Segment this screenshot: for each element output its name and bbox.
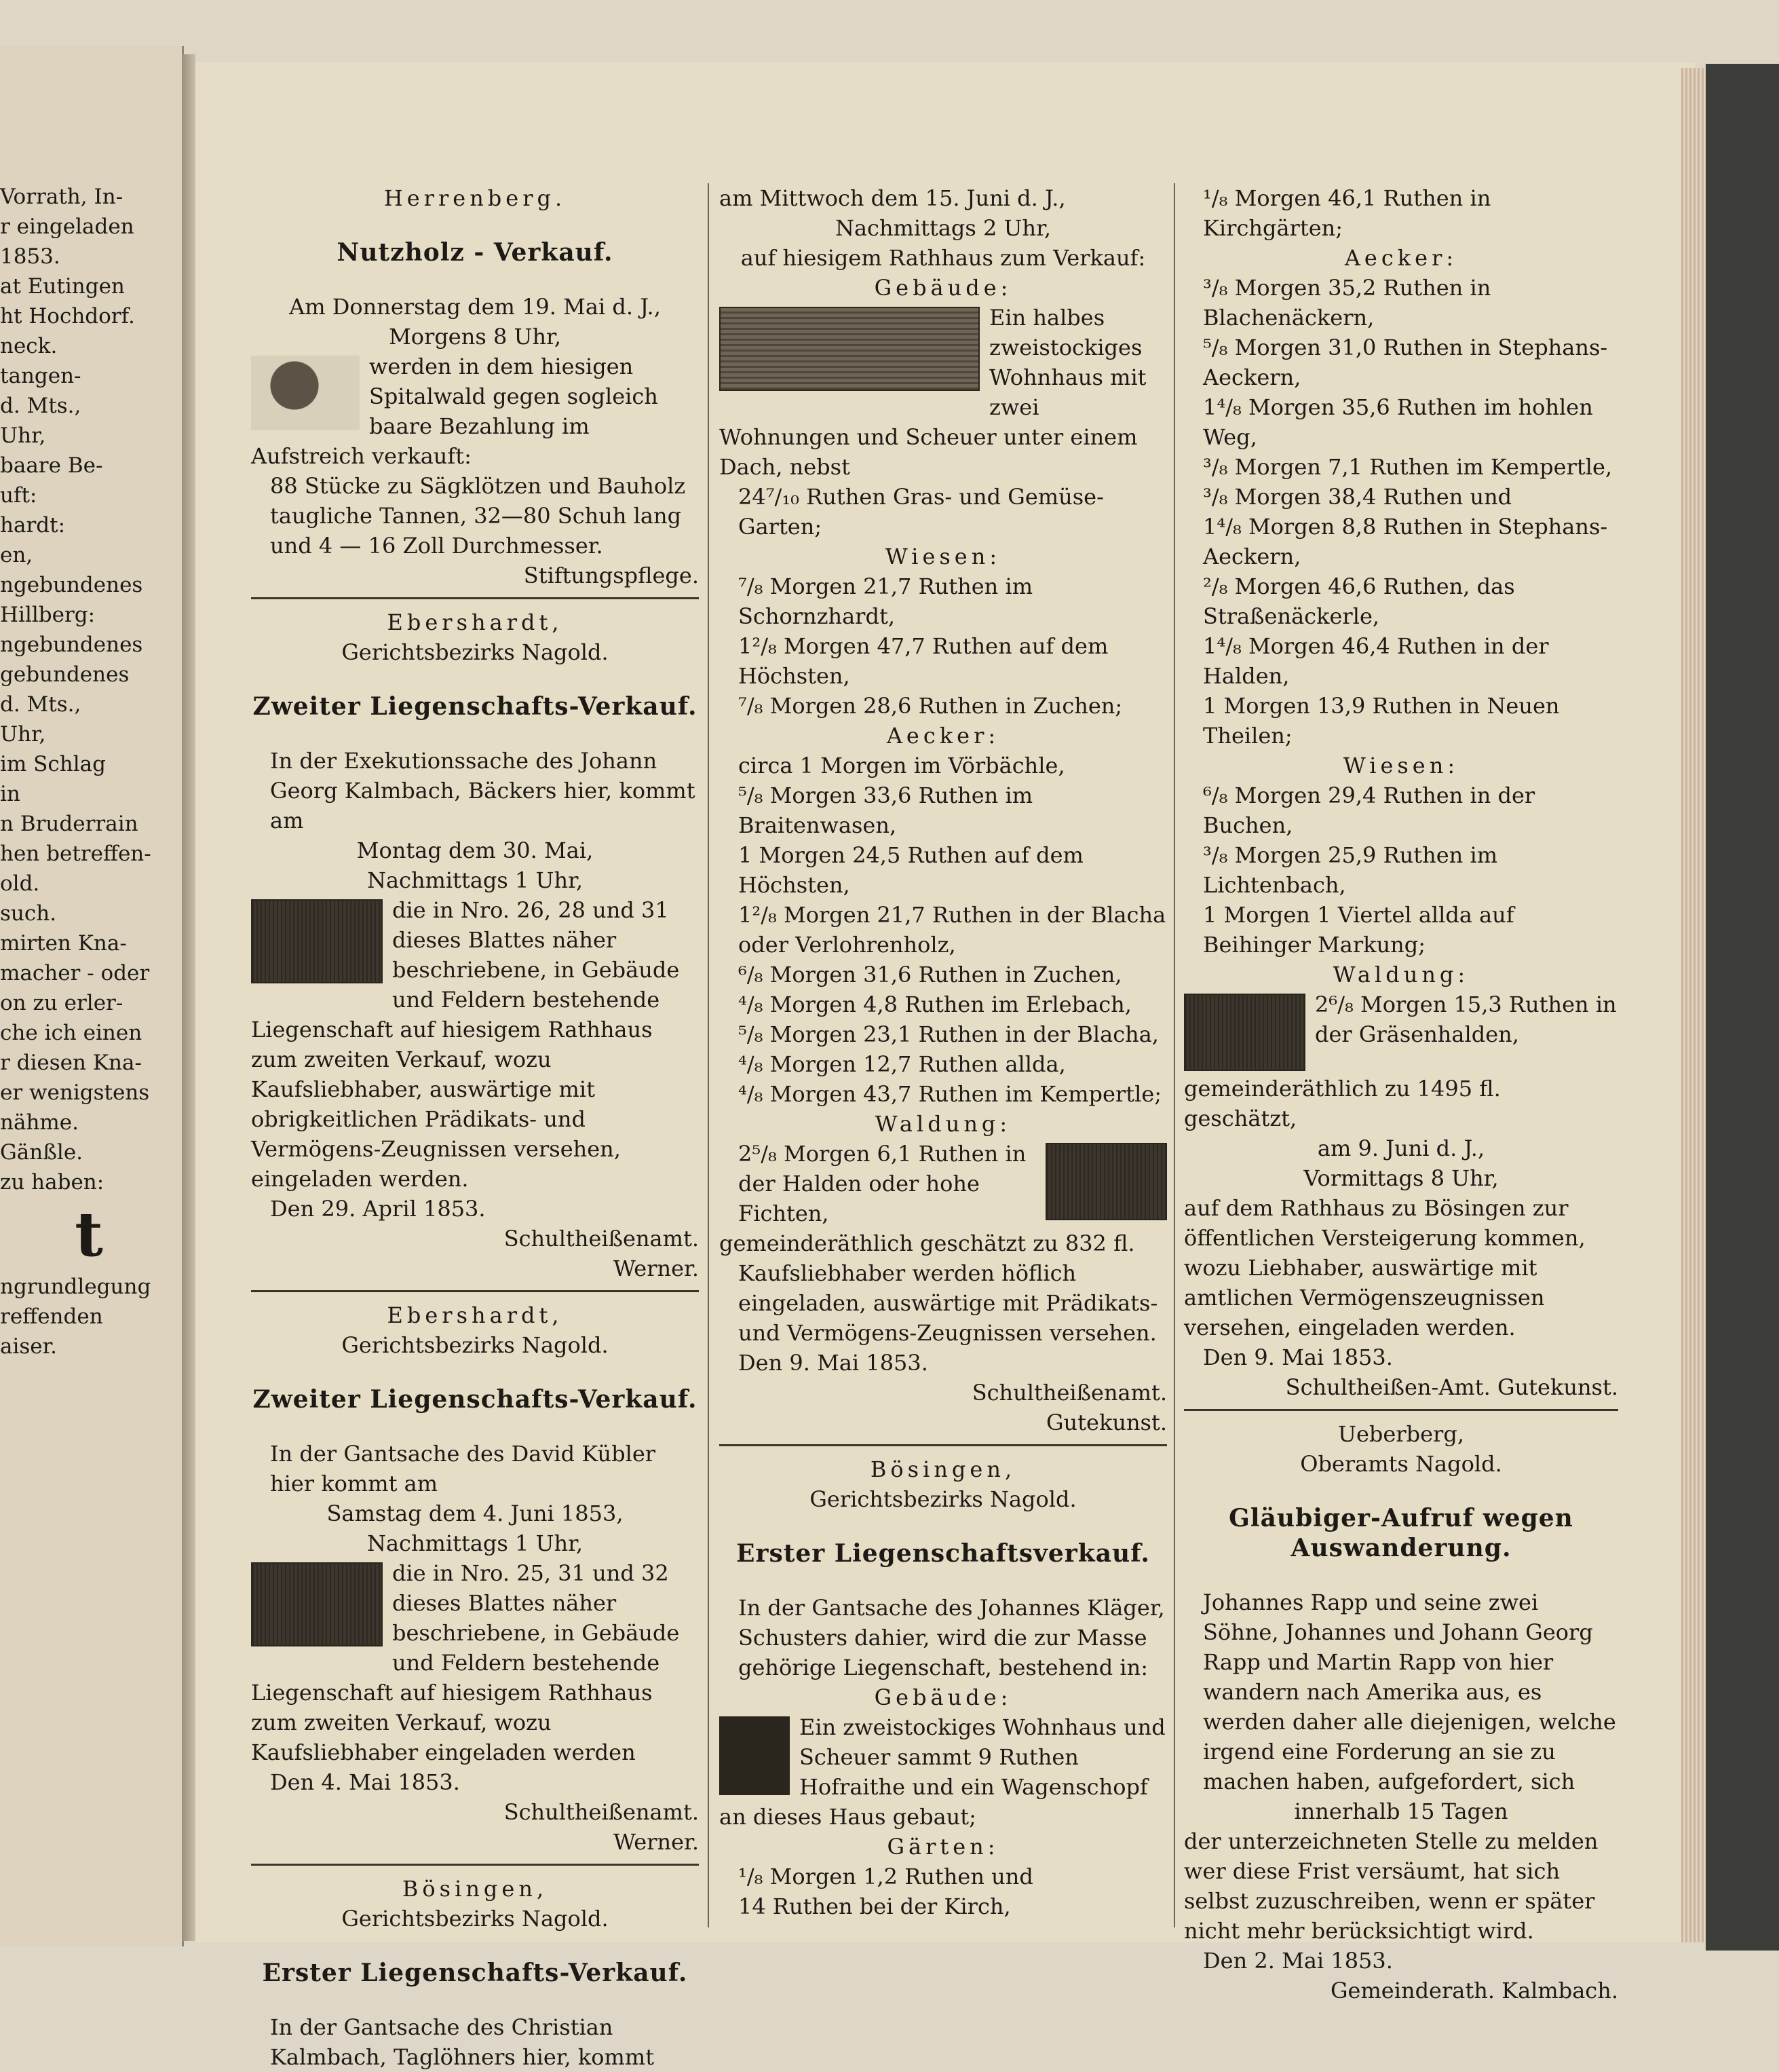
ad-office: Schultheißenamt. — [503, 1226, 699, 1251]
left-page-line: neck. — [0, 334, 58, 358]
section-heading: Waldung: — [875, 1111, 1012, 1137]
column-rule — [1174, 183, 1175, 1927]
decorative-initial-illustration — [719, 1716, 790, 1795]
left-page-line: aiser. — [0, 1334, 57, 1359]
ad-date: am 9. Juni d. J., — [1317, 1135, 1485, 1161]
left-page-line: r eingeladen — [0, 214, 134, 239]
left-page-line: r diesen Kna- — [0, 1051, 142, 1075]
ad-item: circa 1 Morgen im Vörbächle, — [738, 753, 1065, 778]
farmhouse-illustration — [719, 307, 980, 391]
section-heading: Aecker: — [1344, 245, 1458, 271]
ad-signature: Werner. — [613, 1829, 699, 1855]
ad-title: Nutzholz - Verkauf. — [337, 238, 613, 267]
left-page-line: d. Mts., — [0, 394, 81, 418]
ad-time: Nachmittags 1 Uhr, — [366, 1530, 584, 1556]
section-heading: Aecker: — [886, 723, 1000, 749]
left-page-line: uft: — [0, 483, 37, 508]
ad-date: Am Donnerstag dem 19. Mai d. J., — [289, 294, 661, 320]
ad-signature: Gemeinderath. Kalmbach. — [1330, 1978, 1618, 2003]
left-page-line: old. — [0, 871, 40, 896]
ad-signature: Stiftungspflege. — [523, 563, 699, 588]
ad-date: am Mittwoch dem 15. Juni d. J., — [719, 185, 1066, 211]
ad-item: 1⁴/₈ Morgen 8,8 Ruthen in Stephans-Aeckern, — [1203, 514, 1608, 569]
ad-item: ⁶/₈ Morgen 29,4 Ruthen in der Buchen, — [1203, 783, 1535, 838]
divider — [251, 597, 699, 599]
ad-title: Erster Liegenschaftsverkauf. — [736, 1539, 1150, 1568]
section-heading: Gärten: — [887, 1834, 999, 1860]
ad-title: Erster Liegenschafts-Verkauf. — [262, 1959, 688, 1987]
section-heading: Gebäude: — [874, 1684, 1012, 1710]
binding-gutter — [182, 54, 195, 1941]
ad-intro: In der Gantsache des Johannes Kläger, Schusters dahier, wird die zur Masse gehörige Liegenschaft, bestehend in: — [738, 1595, 1165, 1680]
ad-office: Schultheißenamt. — [972, 1380, 1167, 1406]
ad-place: Ebershardt, — [387, 609, 563, 635]
left-page-line: im Schlag — [0, 752, 106, 776]
column-3 — [1184, 183, 1618, 2005]
ad-body: Kaufsliebhaber werden höflich eingeladen, auswärtige mit Prädikats- und Vermögens-Zeugnissen versehen. — [738, 1260, 1158, 1346]
left-page-line: ht Hochdorf. — [0, 304, 135, 328]
section-heading: Wiesen: — [1343, 753, 1459, 778]
left-page-line: Hillberg: — [0, 603, 96, 627]
column-1 — [251, 183, 699, 2072]
left-page-text — [0, 182, 178, 1361]
ad-body: Ein halbes zweistockiges Wohnhaus mit zwei Wohnungen und Scheuer unter einem Dach, nebst — [719, 305, 1147, 480]
left-page-line: t — [75, 1199, 103, 1270]
page-edges — [1681, 68, 1706, 1942]
forest-illustration — [1184, 994, 1305, 1071]
ad-date: Montag dem 30. Mai, — [356, 837, 594, 863]
ad-place: Ueberberg, — [1338, 1421, 1464, 1447]
ad-time: Nachmittags 1 Uhr, — [366, 867, 584, 893]
ad-item: ³/₈ Morgen 7,1 Ruthen im Kempertle, — [1203, 454, 1613, 480]
ad-item: ³/₈ Morgen 35,2 Ruthen in Blachenäckern, — [1203, 275, 1491, 331]
left-page-line: macher - oder — [0, 961, 150, 985]
ad-ueberberg — [1184, 1419, 1618, 2005]
ad-item: 1⁴/₈ Morgen 35,6 Ruthen im hohlen Weg, — [1203, 394, 1593, 450]
left-page-line: Vorrath, In- — [0, 185, 123, 209]
woodcutter-illustration — [251, 356, 360, 430]
left-page-line: d. Mts., — [0, 692, 81, 717]
section-heading: Waldung: — [1333, 962, 1470, 987]
ad-item: ⁷/₈ Morgen 28,6 Ruthen in Zuchen; — [738, 693, 1123, 719]
left-page-line: on zu erler- — [0, 991, 123, 1015]
left-page-line: mirten Kna- — [0, 931, 127, 956]
ad-district: Gerichtsbezirks Nagold. — [341, 1906, 609, 1932]
ad-item: ⁶/₈ Morgen 31,6 Ruthen in Zuchen, — [738, 962, 1122, 987]
ad-body: die in Nro. 26, 28 und 31 dieses Blattes näher beschriebene, in Gebäude und Feldern bestehende Liegenschaft auf hiesigem Rathhaus zum zweiten Verkauf, wozu Kaufsliebhaber, auswärtige mit obrigkeitlichen Prädikats- und Vermögens-Zeugnissen versehen, eingeladen werden. — [251, 897, 680, 1192]
ad-intro: In der Gantsache des Christian Kalmbach, Taglöhners hier, kommt — [270, 2014, 655, 2070]
left-page-line: er wenigstens — [0, 1080, 150, 1105]
left-page-line: reffenden — [0, 1304, 103, 1329]
ad-body: werden in dem hiesigen Spitalwald gegen sogleich baare Bezahlung im Aufstreich verkauft: — [251, 354, 658, 469]
left-page-fragment — [0, 46, 184, 1946]
left-page-line: Uhr, — [0, 423, 46, 448]
ad-boesingen-2-continued — [1184, 183, 1618, 1402]
ad-item: 1 Morgen 1 Viertel allda auf Beihinger Markung; — [1203, 902, 1514, 958]
house-illustration — [251, 1562, 383, 1646]
left-page-line: such. — [0, 901, 57, 926]
ad-item: ⁵/₈ Morgen 33,6 Ruthen im Braitenwasen, — [738, 783, 1033, 838]
ad-item: 24⁷/₁₀ Ruthen Gras- und Gemüse-Garten; — [738, 484, 1104, 540]
ad-body: Johannes Rapp und seine zwei Söhne, Johannes und Johann Georg Rapp und Martin Rapp von hier wandern nach Amerika aus, es werden daher alle diejenigen, welche irgend eine Forderung an sie zu machen haben, aufgefordert, sich — [1203, 1589, 1616, 1794]
left-page-line: n Bruderrain — [0, 812, 138, 836]
left-page-line: 1853. — [0, 244, 60, 269]
ad-body: die in Nro. 25, 31 und 32 dieses Blattes näher beschriebene, in Gebäude und Feldern bestehende Liegenschaft auf hiesigem Rathhaus zum zweiten Verkauf, wozu Kaufsliebhaber eingeladen werden — [251, 1560, 680, 1765]
ad-nutzholz — [251, 183, 699, 590]
ad-dated: Den 9. Mai 1853. — [738, 1350, 928, 1376]
left-page-line: hen betreffen- — [0, 842, 151, 866]
ad-body: Ein zweistockiges Wohnhaus und Scheuer sammt 9 Ruthen Hofraithe und ein Wagenschopf an dieses Haus gebaut; — [719, 1714, 1166, 1830]
ad-dated: Den 2. Mai 1853. — [1203, 1948, 1393, 1974]
ad-district: Gerichtsbezirks Nagold. — [341, 1332, 609, 1358]
house-illustration — [251, 899, 383, 983]
ad-time: Morgens 8 Uhr, — [388, 324, 561, 350]
ad-district: Oberamts Nagold. — [1300, 1451, 1502, 1477]
left-page-line: hardt: — [0, 513, 66, 538]
ad-district: Gerichtsbezirks Nagold. — [341, 639, 609, 665]
ad-ebershardt-2 — [251, 1300, 699, 1857]
ad-dated: Den 4. Mai 1853. — [270, 1769, 460, 1795]
section-heading: Gebäude: — [874, 275, 1012, 301]
ad-item: ⁵/₈ Morgen 23,1 Ruthen in der Blacha, — [738, 1021, 1159, 1047]
ad-item: ⁵/₈ Morgen 31,0 Ruthen in Stephans-Aeckern, — [1203, 335, 1608, 390]
left-page-line: che ich einen — [0, 1021, 142, 1045]
ad-item: 1 Morgen 13,9 Ruthen in Neuen Theilen; — [1203, 693, 1560, 749]
ad-item: ⁷/₈ Morgen 21,7 Ruthen im Schornzhardt, — [738, 573, 1033, 629]
ad-boesingen-2 — [719, 1454, 1167, 1921]
ad-boesingen-1-continued — [719, 183, 1167, 1437]
ad-office: Schultheißenamt. — [503, 1799, 699, 1825]
left-page-line: at Eutingen — [0, 274, 125, 299]
ad-body: auf dem Rathhaus zu Bösingen zur öffentlichen Versteigerung kommen, wozu Liebhaber, auswärtige mit amtlichen Vermögenszeugnissen versehen, eingeladen werden. — [1184, 1195, 1586, 1340]
ad-dated: Den 9. Mai 1853. — [1203, 1344, 1393, 1370]
ad-item: 1 Morgen 24,5 Ruthen auf dem Höchsten, — [738, 842, 1084, 898]
ad-time: Vormittags 8 Uhr, — [1303, 1165, 1499, 1191]
ad-place: Herrenberg. — [383, 185, 567, 211]
left-page-line: ngrundlegung — [0, 1275, 151, 1299]
ad-place: Bösingen, — [402, 1876, 548, 1902]
forest-illustration — [1046, 1143, 1167, 1220]
ad-title: Zweiter Liegenschafts-Verkauf. — [252, 1385, 697, 1414]
ad-boesingen-1 — [251, 1874, 699, 2072]
left-page-line: zu haben: — [0, 1170, 104, 1194]
ad-signature: Gutekunst. — [1046, 1410, 1167, 1435]
book-cover — [1706, 64, 1779, 1951]
ad-intro: In der Gantsache des David Kübler hier kommt am — [270, 1441, 656, 1496]
column-rule — [708, 183, 709, 1927]
ad-place: Ebershardt, — [387, 1302, 563, 1328]
ad-dated: Den 29. April 1853. — [270, 1196, 486, 1222]
left-page-line: ngebundenes — [0, 573, 143, 597]
ad-item: 2⁵/₈ Morgen 6,1 Ruthen in der Halden oder hohe Fichten, — [738, 1141, 1027, 1226]
column-2 — [719, 183, 1167, 1921]
ad-item: ³/₈ Morgen 38,4 Ruthen und — [1203, 484, 1512, 510]
section-heading: Wiesen: — [885, 544, 1001, 569]
divider — [251, 1864, 699, 1866]
ad-signature: Schultheißen-Amt. Gutekunst. — [1285, 1374, 1618, 1400]
ad-time: Nachmittags 2 Uhr, — [835, 215, 1052, 241]
ad-item: 14 Ruthen bei der Kirch, — [738, 1894, 1011, 1919]
left-page-line: Gänßle. — [0, 1140, 83, 1165]
ad-item: ¹/₈ Morgen 46,1 Ruthen in Kirchgärten; — [1203, 185, 1491, 241]
left-page-line: gebundenes — [0, 662, 130, 687]
ad-item: ¹/₈ Morgen 1,2 Ruthen und — [738, 1864, 1033, 1889]
ad-item: ³/₈ Morgen 25,9 Ruthen im Lichtenbach, — [1203, 842, 1498, 898]
divider — [251, 1290, 699, 1292]
ad-text: auf hiesigem Rathhaus zum Verkauf: — [740, 245, 1146, 271]
ad-district: Gerichtsbezirks Nagold. — [809, 1486, 1077, 1512]
left-page-line: en, — [0, 543, 33, 567]
left-page-line: baare Be- — [0, 453, 103, 478]
ad-item: ²/₈ Morgen 46,6 Ruthen, das Straßenäckerle, — [1203, 573, 1515, 629]
ad-body: der unterzeichneten Stelle zu melden wer diese Frist versäumt, hat sich selbst zuzuschreiben, wenn er später nicht mehr berücksichtigt wird. — [1184, 1828, 1599, 1944]
ad-item: 1²/₈ Morgen 21,7 Ruthen in der Blacha oder Verlohrenholz, — [738, 902, 1166, 958]
ad-item: ⁴/₈ Morgen 12,7 Ruthen allda, — [738, 1051, 1066, 1077]
ad-title: Zweiter Liegenschafts-Verkauf. — [252, 692, 697, 721]
ad-title: Gläubiger-Aufruf wegen Auswanderung. — [1229, 1504, 1573, 1562]
ad-item: 2⁶/₈ Morgen 15,3 Ruthen in der Gräsenhalden, — [1315, 992, 1617, 1047]
ad-item: 1⁴/₈ Morgen 46,4 Ruthen in der Halden, — [1203, 633, 1549, 689]
left-page-line: ngebundenes — [0, 633, 143, 657]
ad-item: 1²/₈ Morgen 47,7 Ruthen auf dem Höchsten, — [738, 633, 1109, 689]
ad-date: Samstag dem 4. Juni 1853, — [326, 1501, 624, 1526]
ad-time: innerhalb 15 Tagen — [1294, 1798, 1508, 1824]
left-page-line: tangen- — [0, 364, 81, 388]
ad-signature: Werner. — [613, 1256, 699, 1281]
ad-text: gemeinderäthlich zu 1495 fl. geschätzt, — [1184, 1076, 1501, 1131]
ad-ebershardt-1 — [251, 607, 699, 1283]
ad-text: gemeinderäthlich geschätzt zu 832 fl. — [719, 1230, 1135, 1256]
ad-body: 88 Stücke zu Sägklötzen und Bauholz taugliche Tannen, 32—80 Schuh lang und 4 — 16 Zoll Durchmesser. — [270, 473, 686, 559]
ad-intro: In der Exekutionssache des Johann Georg Kalmbach, Bäckers hier, kommt am — [270, 748, 695, 833]
left-page-line: nähme. — [0, 1110, 79, 1135]
divider — [719, 1444, 1167, 1446]
left-page-line: Uhr, — [0, 722, 46, 747]
ad-place: Bösingen, — [870, 1456, 1016, 1482]
divider — [1184, 1409, 1618, 1411]
ad-item: ⁴/₈ Morgen 43,7 Ruthen im Kempertle; — [738, 1081, 1162, 1107]
left-page-line: in — [0, 782, 20, 806]
ad-item: ⁴/₈ Morgen 4,8 Ruthen im Erlebach, — [738, 992, 1132, 1017]
